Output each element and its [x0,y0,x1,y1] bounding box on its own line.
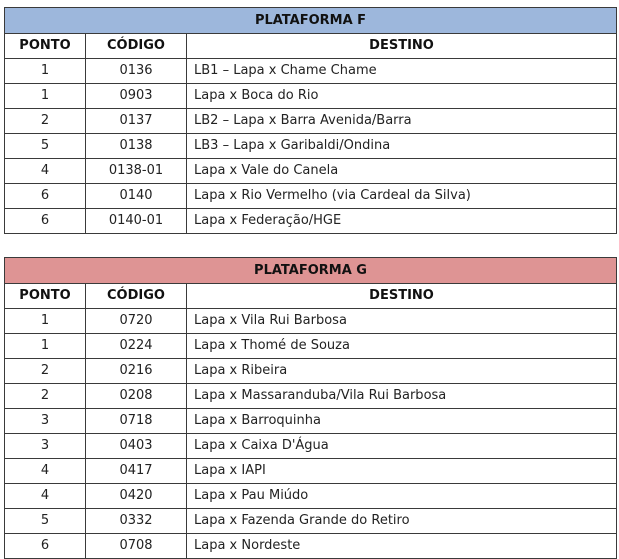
ponto-cell: 3 [5,434,86,459]
platform-f-header-row [5,34,617,59]
codigo-cell: 0403 [86,434,187,459]
ponto-cell: 5 [5,509,86,534]
ponto-cell: 1 [5,309,86,334]
table-row [5,184,617,209]
destino-cell: Lapa x Thomé de Souza [187,334,617,359]
table-row [5,334,617,359]
destino-cell: Lapa x Nordeste [187,534,617,559]
codigo-cell: 0720 [86,309,187,334]
codigo-cell: 0224 [86,334,187,359]
codigo-cell: 0903 [86,84,187,109]
ponto-cell: 3 [5,409,86,434]
codigo-cell: 0417 [86,459,187,484]
destino-cell: Lapa x Boca do Rio [187,84,617,109]
destino-cell: LB2 – Lapa x Barra Avenida/Barra [187,109,617,134]
ponto-cell: 6 [5,534,86,559]
table-row [5,84,617,109]
table-row [5,59,617,84]
ponto-cell: 4 [5,459,86,484]
codigo-cell: 0137 [86,109,187,134]
platform-f-title-row [5,8,617,34]
ponto-cell: 2 [5,384,86,409]
destino-cell: Lapa x Fazenda Grande do Retiro [187,509,617,534]
ponto-cell: 4 [5,484,86,509]
table-row [5,459,617,484]
table-row [5,509,617,534]
destino-cell: Lapa x Rio Vermelho (via Cardeal da Silva) [187,184,617,209]
ponto-cell: 6 [5,184,86,209]
destino-cell: Lapa x Massaranduba/Vila Rui Barbosa [187,384,617,409]
codigo-cell: 0216 [86,359,187,384]
ponto-cell: 5 [5,134,86,159]
destino-cell: LB3 – Lapa x Garibaldi/Ondina [187,134,617,159]
table-row [5,134,617,159]
platform-g-table [4,257,617,559]
ponto-cell: 1 [5,84,86,109]
destino-cell: LB1 – Lapa x Chame Chame [187,59,617,84]
table-row [5,484,617,509]
ponto-cell: 4 [5,159,86,184]
table-row [5,359,617,384]
destino-cell: Lapa x Barroquinha [187,409,617,434]
codigo-cell: 0140-01 [86,209,187,234]
ponto-cell: 6 [5,209,86,234]
codigo-cell: 0332 [86,509,187,534]
column-header-codigo: CÓDIGO [86,34,187,59]
codigo-cell: 0138-01 [86,159,187,184]
destino-cell: Lapa x IAPI [187,459,617,484]
codigo-cell: 0708 [86,534,187,559]
platform-g-title: PLATAFORMA G [5,258,617,284]
table-row [5,409,617,434]
codigo-cell: 0208 [86,384,187,409]
destino-cell: Lapa x Vale do Canela [187,159,617,184]
destino-cell: Lapa x Ribeira [187,359,617,384]
table-row [5,384,617,409]
platform-g-rows [5,309,617,559]
table-row [5,534,617,559]
platform-f-rows [5,59,617,234]
codigo-cell: 0718 [86,409,187,434]
ponto-cell: 1 [5,334,86,359]
codigo-cell: 0136 [86,59,187,84]
table-row [5,109,617,134]
table-row [5,434,617,459]
table-row [5,309,617,334]
ponto-cell: 1 [5,59,86,84]
codigo-cell: 0420 [86,484,187,509]
platform-f-title: PLATAFORMA F [5,8,617,34]
codigo-cell: 0138 [86,134,187,159]
destino-cell: Lapa x Caixa D'Água [187,434,617,459]
ponto-cell: 2 [5,359,86,384]
destino-cell: Lapa x Federação/HGE [187,209,617,234]
platform-g-header-row [5,284,617,309]
codigo-cell: 0140 [86,184,187,209]
column-header-ponto: PONTO [5,284,86,309]
platform-g-title-row [5,258,617,284]
table-row [5,209,617,234]
column-header-destino: DESTINO [187,34,617,59]
destino-cell: Lapa x Pau Miúdo [187,484,617,509]
platform-f-table [4,7,617,234]
ponto-cell: 2 [5,109,86,134]
column-header-destino: DESTINO [187,284,617,309]
column-header-ponto: PONTO [5,34,86,59]
table-row [5,159,617,184]
column-header-codigo: CÓDIGO [86,284,187,309]
destino-cell: Lapa x Vila Rui Barbosa [187,309,617,334]
